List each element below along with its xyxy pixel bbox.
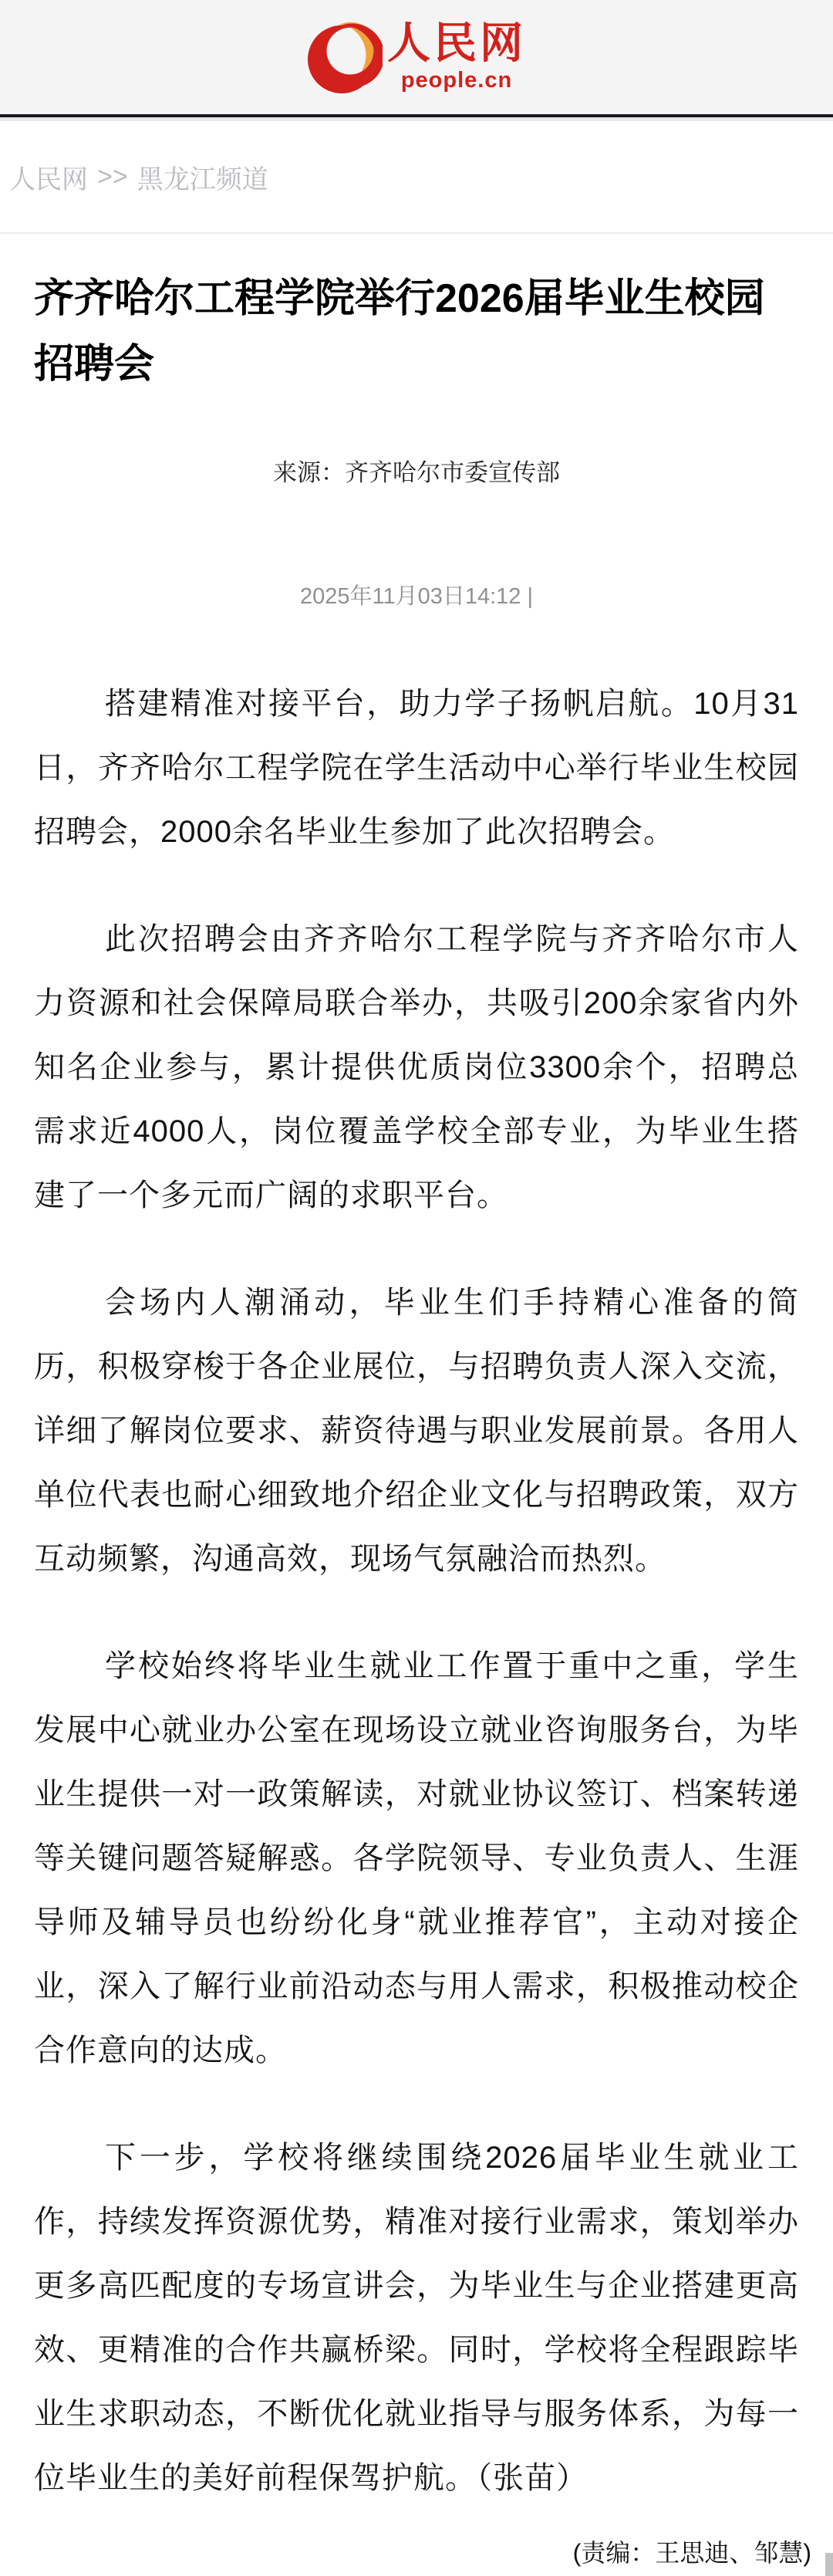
article-title: 齐齐哈尔工程学院举行2026届毕业生校园招聘会	[34, 276, 765, 387]
article-datetime: 2025年11月03日14:12 |	[299, 584, 534, 609]
article-paragraph: 搭建精准对接平台，助力学子扬帆启航。10月31日，齐齐哈尔工程学院在学生活动中心举行毕业生校园招聘会，2000余名毕业生参加了此次招聘会。	[34, 687, 799, 849]
people-swirl-icon	[307, 19, 383, 95]
breadcrumb-link-home[interactable]: 人民网	[9, 164, 88, 194]
article-paragraph: 学校始终将毕业生就业工作置于重中之重，学生发展中心就业办公室在现场设立就业咨询服务台，为毕业生提供一对一政策解读，对就业协议签订、档案转递等关键问题答疑解惑。各学院领导、专业负责人、生涯导师及辅导员也纷纷化身“就业推荐官”，主动对接企业，深入了解行业前沿动态与用人需求，积极推动校企合作意向的达成。	[34, 1649, 799, 2067]
breadcrumb	[0, 121, 833, 234]
editor-credit: (责编：王思迪、邹慧)	[572, 2539, 811, 2567]
breadcrumb-link-channel[interactable]: 黑龙江频道	[137, 164, 268, 194]
people-cn-logo[interactable]	[307, 19, 526, 95]
site-header	[0, 0, 833, 117]
scrollbar-thumb[interactable]	[825, 2553, 833, 2576]
article-content	[0, 234, 833, 2510]
article-paragraph: 会场内人潮涌动，毕业生们手持精心准备的简历，积极穿梭于各企业展位，与招聘负责人深入交流，详细了解岗位要求、薪资待遇与职业发展前景。各用人单位代表也耐心细致地介绍企业文化与招聘政策，双方互动频繁，沟通高效，现场气氛融洽而热烈。	[34, 1286, 799, 1576]
article-paragraph: 此次招聘会由齐齐哈尔工程学院与齐齐哈尔市人力资源和社会保障局联合举办，共吸引200余家省内外知名企业参与，累计提供优质岗位3300余个，招聘总需求近4000人，岗位覆盖学校全部专业，为毕业生搭建了一个多元而广阔的求职平台。	[34, 922, 799, 1212]
logo-title-cn: 人民网	[387, 19, 526, 68]
article-source: 来源：齐齐哈尔市委宣传部	[273, 459, 560, 486]
logo-text	[387, 21, 526, 93]
article-body	[34, 672, 799, 2510]
breadcrumb-separator: >>	[97, 161, 128, 191]
logo-title-en: people.cn	[400, 67, 513, 93]
article-paragraph: 下一步，学校将继续围绕2026届毕业生就业工作，持续发挥资源优势，精准对接行业需求，策划举办更多高匹配度的专场宣讲会，为毕业生与企业搭建更高效、更精准的合作共赢桥梁。同时，学校将全程跟踪毕业生求职动态，不断优化就业指导与服务体系，为每一位毕业生的美好前程保驾护航。（张苗）	[34, 2141, 799, 2495]
